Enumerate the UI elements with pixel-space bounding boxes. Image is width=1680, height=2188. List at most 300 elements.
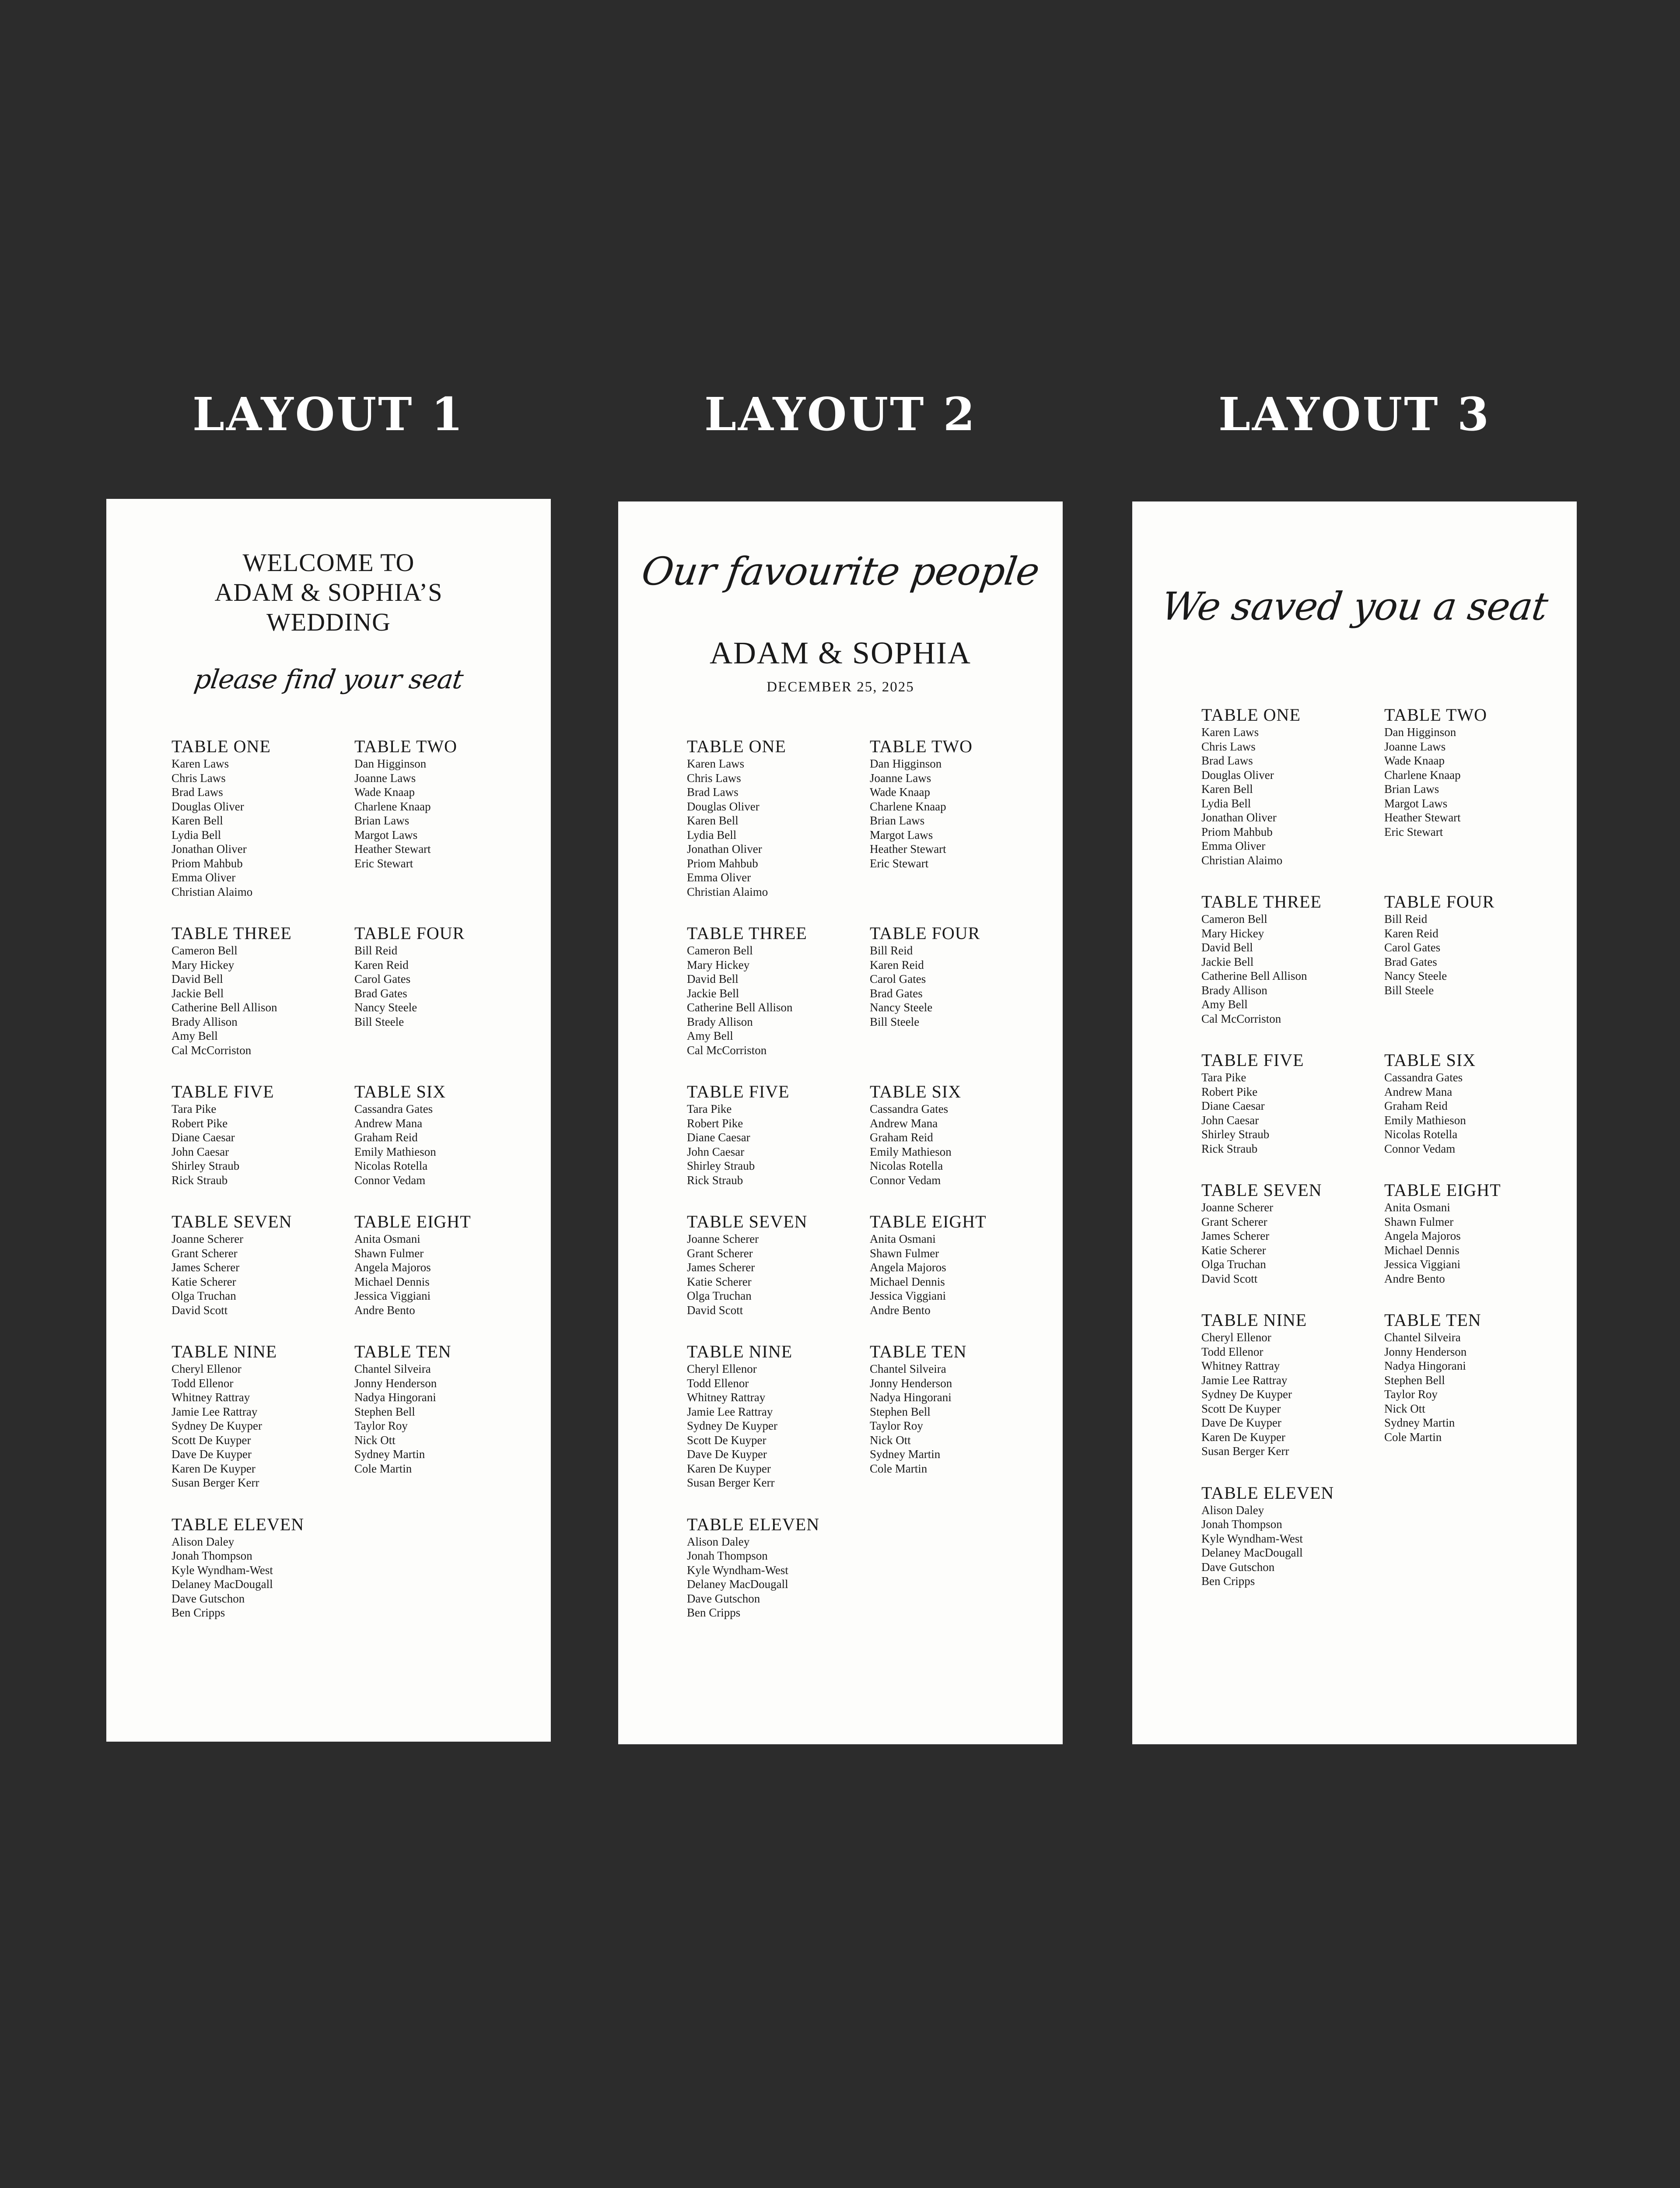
table-title: TABLE SEVEN [1201, 1180, 1322, 1200]
table-block [870, 736, 1053, 899]
guest-name: Lydia Bell [172, 828, 221, 842]
guest-name: Joanne Laws [870, 771, 931, 785]
guest-name: John Caesar [1201, 1113, 1259, 1127]
guest-name: Christian Alaimo [687, 885, 768, 898]
guest-name: Robert Pike [1201, 1085, 1258, 1098]
guest-name: Cole Martin [870, 1462, 928, 1475]
guest-list [172, 757, 354, 899]
table-title: TABLE ONE [172, 736, 271, 756]
guest-name: Connor Vedam [870, 1173, 941, 1187]
table-block [870, 1212, 1053, 1317]
guest-name: Andre Bento [1384, 1272, 1445, 1285]
couple-names: ADAM & SOPHIA [709, 635, 972, 670]
guest-name: Chris Laws [687, 771, 741, 785]
guest-name: Dave De Kuyper [687, 1448, 767, 1461]
guest-name: Kyle Wyndham-West [172, 1563, 273, 1577]
guest-name: Karen Bell [172, 814, 223, 827]
guest-name: Diane Caesar [172, 1131, 235, 1144]
guest-name: Jamie Lee Rattray [687, 1405, 773, 1418]
guest-name: Nicolas Rotella [870, 1159, 943, 1172]
table-block [1384, 705, 1567, 867]
guest-name: Katie Scherer [687, 1275, 752, 1288]
guest-name: Nancy Steele [870, 1001, 933, 1014]
guest-name: Tara Pike [172, 1102, 217, 1115]
guest-name: Brad Laws [1201, 754, 1253, 767]
guest-name: Cheryl Ellenor [687, 1362, 757, 1375]
guest-name: Robert Pike [687, 1116, 743, 1130]
guest-name: Michael Dennis [1384, 1243, 1460, 1257]
guest-list [354, 1232, 537, 1317]
guest-name: Mary Hickey [1201, 926, 1264, 940]
guest-name: Emily Mathieson [354, 1145, 436, 1158]
guest-name: Mary Hickey [172, 958, 234, 971]
guest-name: Chantel Silveira [870, 1362, 946, 1375]
table-title: TABLE ELEVEN [687, 1514, 820, 1534]
guest-name: Jamie Lee Rattray [172, 1405, 258, 1418]
guest-name: Angela Majoros [870, 1261, 946, 1274]
guest-list [870, 1232, 1053, 1317]
welcome-line-1: WELCOME TO [242, 548, 415, 577]
table-title: TABLE SIX [354, 1082, 446, 1101]
table-title: TABLE FOUR [1384, 892, 1495, 912]
table-block [870, 1342, 1053, 1490]
guest-name: Anita Osmani [354, 1232, 420, 1245]
guest-name: Charlene Knaap [870, 799, 946, 813]
guest-name: Emma Oliver [1201, 839, 1266, 852]
guest-name: Sydney De Kuyper [687, 1419, 777, 1432]
guest-name: Jonah Thompson [1201, 1518, 1282, 1531]
guest-name: Andrew Mana [870, 1116, 938, 1130]
guest-name: Karen Reid [870, 958, 924, 971]
table-block [687, 1082, 870, 1187]
table-title: TABLE ONE [1201, 705, 1301, 725]
table-grid [687, 736, 1053, 1620]
table-block [1384, 1050, 1567, 1156]
guest-list [1201, 725, 1384, 867]
guest-list [1201, 1503, 1384, 1588]
guest-name: Heather Stewart [870, 842, 946, 856]
guest-list [687, 1232, 870, 1317]
guest-name: Amy Bell [1201, 998, 1248, 1011]
table-block [172, 736, 354, 899]
guest-list [870, 943, 1053, 1029]
guest-name: Dave De Kuyper [1201, 1416, 1281, 1429]
guest-name: Chris Laws [172, 771, 226, 785]
guest-name: Andre Bento [354, 1303, 415, 1317]
guest-name: Rick Straub [172, 1173, 228, 1187]
table-block [687, 1212, 870, 1317]
table-title: TABLE EIGHT [354, 1212, 471, 1231]
guest-name: Wade Knaap [870, 785, 931, 799]
guest-name: Catherine Bell Allison [687, 1001, 793, 1014]
guest-name: Nick Ott [870, 1433, 911, 1447]
guest-name: Stephen Bell [870, 1405, 931, 1418]
guest-name: Joanne Laws [354, 771, 416, 785]
guest-name: Emma Oliver [172, 871, 236, 884]
guest-name: Cal McCorriston [687, 1043, 767, 1057]
guest-name: Katie Scherer [1201, 1243, 1266, 1257]
table-block [172, 1342, 354, 1490]
guest-name: Douglas Oliver [1201, 768, 1274, 782]
guest-list [172, 1535, 354, 1620]
guest-name: Todd Ellenor [687, 1376, 749, 1390]
guest-name: Dan Higginson [870, 757, 942, 770]
guest-name: Amy Bell [687, 1029, 733, 1042]
guest-name: Heather Stewart [354, 842, 431, 856]
guest-name: Connor Vedam [354, 1173, 426, 1187]
guest-name: Priom Mahbub [172, 856, 243, 870]
guest-name: Ben Cripps [687, 1606, 741, 1619]
guest-list [1201, 1070, 1384, 1156]
table-title: TABLE SIX [870, 1082, 962, 1101]
guest-name: Jamie Lee Rattray [1201, 1373, 1288, 1387]
guest-name: Karen Laws [687, 757, 745, 770]
table-block [1201, 892, 1384, 1026]
guest-name: Delaney MacDougall [172, 1578, 273, 1591]
welcome-line-2: ADAM & SOPHIA’S [214, 578, 443, 607]
guest-name: Nadya Hingorani [354, 1391, 436, 1404]
guest-name: Jessica Viggiani [354, 1289, 431, 1302]
guest-name: Jonah Thompson [172, 1549, 252, 1562]
table-title: TABLE SEVEN [687, 1212, 808, 1231]
guest-list [1384, 1330, 1567, 1444]
wedding-date: DECEMBER 25, 2025 [766, 679, 914, 695]
guest-name: Anita Osmani [870, 1232, 936, 1245]
guest-name: Eric Stewart [870, 856, 929, 870]
guest-name: Brad Laws [172, 785, 223, 799]
guest-name: Carol Gates [1384, 941, 1441, 954]
guest-name: Brady Allison [1201, 983, 1267, 997]
guest-name: Katie Scherer [172, 1275, 236, 1288]
guest-name: Cole Martin [354, 1462, 412, 1475]
guest-name: Brady Allison [172, 1015, 238, 1028]
guest-name: Michael Dennis [354, 1275, 430, 1288]
table-title: TABLE SIX [1384, 1050, 1476, 1070]
table-title: TABLE EIGHT [870, 1212, 987, 1231]
guest-name: Diane Caesar [687, 1131, 750, 1144]
seating-chart-layout-3 [1132, 501, 1577, 1744]
table-block [354, 923, 537, 1057]
guest-name: Susan Berger Kerr [172, 1476, 259, 1489]
table-title: TABLE TEN [354, 1342, 452, 1361]
guest-name: Cameron Bell [687, 944, 753, 957]
guest-name: Cheryl Ellenor [172, 1362, 242, 1375]
guest-name: Whitney Rattray [687, 1391, 766, 1404]
guest-name: Kyle Wyndham-West [687, 1563, 788, 1577]
guest-list [172, 943, 354, 1057]
table-block [870, 923, 1053, 1057]
guest-name: Brian Laws [1384, 782, 1439, 796]
guest-list [1384, 725, 1567, 839]
guest-name: Angela Majoros [354, 1261, 431, 1274]
guest-name: Susan Berger Kerr [1201, 1445, 1289, 1458]
guest-list [1201, 912, 1384, 1026]
guest-list [870, 1102, 1053, 1187]
guest-name: Andrew Mana [354, 1116, 423, 1130]
guest-name: John Caesar [172, 1145, 229, 1158]
table-title: TABLE EIGHT [1384, 1180, 1501, 1200]
guest-name: Tara Pike [687, 1102, 732, 1115]
guest-list [172, 1102, 354, 1187]
table-title: TABLE FIVE [172, 1082, 274, 1101]
guest-name: John Caesar [687, 1145, 745, 1158]
table-block [354, 1342, 537, 1490]
guest-name: Scott De Kuyper [172, 1433, 251, 1447]
guest-name: Graham Reid [870, 1131, 933, 1144]
guest-name: Karen Bell [1201, 782, 1253, 796]
guest-name: Andre Bento [870, 1303, 931, 1317]
guest-name: Delaney MacDougall [1201, 1546, 1303, 1559]
guest-name: Cole Martin [1384, 1430, 1442, 1444]
guest-name: Bill Steele [354, 1015, 404, 1028]
guest-name: Bill Steele [870, 1015, 920, 1028]
guest-name: David Bell [1201, 941, 1253, 954]
guest-name: Jonah Thompson [687, 1549, 768, 1562]
guest-name: Margot Laws [1384, 796, 1448, 810]
guest-name: Scott De Kuyper [687, 1433, 766, 1447]
guest-name: Jonny Henderson [354, 1376, 437, 1390]
table-title: TABLE TWO [870, 736, 973, 756]
script-subtitle: please find your seat [192, 664, 465, 695]
table-block [1201, 705, 1384, 867]
guest-name: Bill Steele [1384, 983, 1434, 997]
guest-name: Joanne Scherer [687, 1232, 759, 1245]
table-title: TABLE NINE [1201, 1310, 1307, 1330]
table-title: TABLE THREE [172, 923, 292, 943]
table-block [687, 1342, 870, 1490]
table-grid [1201, 705, 1567, 1588]
guest-name: Brad Gates [354, 986, 407, 1000]
guest-name: Dan Higginson [354, 757, 427, 770]
guest-list [1201, 1330, 1384, 1459]
guest-name: Karen Reid [1384, 926, 1438, 940]
guest-name: Karen De Kuyper [687, 1462, 771, 1475]
table-block [1201, 1180, 1384, 1286]
guest-name: Taylor Roy [870, 1419, 923, 1432]
table-title: TABLE FOUR [354, 923, 465, 943]
guest-name: Christian Alaimo [172, 885, 253, 898]
guest-name: Jonny Henderson [1384, 1345, 1467, 1358]
guest-name: Karen De Kuyper [1201, 1430, 1285, 1444]
table-title: TABLE SEVEN [172, 1212, 292, 1231]
guest-name: Sydney Martin [870, 1448, 941, 1461]
guest-list [1384, 1070, 1567, 1156]
table-title: TABLE THREE [1201, 892, 1322, 912]
guest-name: Olga Truchan [1201, 1258, 1266, 1271]
guest-name: Emily Mathieson [1384, 1113, 1466, 1127]
guest-name: Graham Reid [354, 1131, 418, 1144]
guest-name: Cassandra Gates [870, 1102, 948, 1115]
table-title: TABLE ELEVEN [1201, 1483, 1334, 1503]
guest-name: Chris Laws [1201, 740, 1256, 753]
guest-name: Grant Scherer [172, 1246, 238, 1260]
guest-name: Karen De Kuyper [172, 1462, 256, 1475]
guest-name: Shirley Straub [1201, 1128, 1270, 1141]
guest-name: Brad Laws [687, 785, 738, 799]
guest-name: Cassandra Gates [354, 1102, 433, 1115]
guest-name: Priom Mahbub [687, 856, 758, 870]
guest-name: David Bell [687, 972, 738, 985]
guest-name: Sydney Martin [1384, 1416, 1455, 1429]
table-block [354, 736, 537, 899]
script-title: Our favourite people [639, 549, 1042, 594]
guest-name: Lydia Bell [687, 828, 737, 842]
guest-name: Robert Pike [172, 1116, 228, 1130]
guest-name: Angela Majoros [1384, 1229, 1461, 1242]
guest-name: Carol Gates [354, 972, 411, 985]
guest-name: Anita Osmani [1384, 1201, 1450, 1214]
layout-2-heading: LAYOUT 2 [704, 387, 977, 441]
guest-name: Joanne Scherer [172, 1232, 244, 1245]
table-block [172, 1082, 354, 1187]
guest-name: Dave Gutschon [1201, 1560, 1275, 1574]
welcome-heading [106, 548, 551, 637]
guest-list [354, 943, 537, 1029]
layout-1-heading: LAYOUT 1 [192, 387, 465, 441]
guest-name: Olga Truchan [172, 1289, 236, 1302]
guest-list [354, 757, 537, 870]
guest-name: Jackie Bell [172, 986, 224, 1000]
guest-name: Jackie Bell [687, 986, 739, 1000]
guest-name: Stephen Bell [1384, 1373, 1445, 1387]
guest-name: Shawn Fulmer [1384, 1215, 1454, 1228]
guest-name: Sydney De Kuyper [172, 1419, 262, 1432]
guest-list [687, 943, 870, 1057]
table-block [1384, 892, 1567, 1026]
guest-name: Tara Pike [1201, 1071, 1246, 1084]
guest-name: Joanne Scherer [1201, 1201, 1274, 1214]
guest-name: Shawn Fulmer [870, 1246, 939, 1260]
guest-name: Bill Reid [1384, 912, 1428, 926]
guest-name: Shirley Straub [172, 1159, 240, 1172]
guest-name: Dan Higginson [1384, 726, 1456, 739]
guest-name: Cameron Bell [172, 944, 238, 957]
guest-name: Andrew Mana [1384, 1085, 1452, 1098]
table-title: TABLE TWO [1384, 705, 1488, 725]
guest-list [870, 757, 1053, 870]
table-block [687, 923, 870, 1057]
guest-list [870, 1362, 1053, 1476]
guest-name: Nancy Steele [1384, 969, 1447, 982]
guest-name: James Scherer [172, 1261, 240, 1274]
guest-name: Cameron Bell [1201, 912, 1267, 926]
guest-name: Margot Laws [354, 828, 418, 842]
guest-list [687, 1535, 870, 1620]
guest-name: Emma Oliver [687, 871, 751, 884]
guest-name: Bill Reid [870, 944, 913, 957]
guest-name: Charlene Knaap [1384, 768, 1461, 782]
guest-name: Graham Reid [1384, 1099, 1448, 1112]
guest-name: Amy Bell [172, 1029, 218, 1042]
guest-name: Ben Cripps [172, 1606, 225, 1619]
table-title: TABLE NINE [687, 1342, 793, 1361]
seating-chart-layout-1 [106, 499, 551, 1742]
guest-name: Lydia Bell [1201, 796, 1251, 810]
guest-name: Dave Gutschon [687, 1592, 760, 1605]
guest-name: Alison Daley [172, 1535, 234, 1548]
table-block [1201, 1050, 1384, 1156]
guest-name: Ben Cripps [1201, 1574, 1255, 1588]
guest-name: Bill Reid [354, 944, 398, 957]
guest-list [687, 757, 870, 899]
guest-name: Jonathan Oliver [172, 842, 247, 856]
guest-name: Stephen Bell [354, 1405, 415, 1418]
guest-list [172, 1232, 354, 1317]
guest-name: Shirley Straub [687, 1159, 755, 1172]
guest-name: Scott De Kuyper [1201, 1402, 1281, 1415]
guest-name: Charlene Knaap [354, 799, 431, 813]
guest-name: Wade Knaap [1384, 754, 1445, 767]
guest-list [1384, 912, 1567, 997]
table-block [1201, 1310, 1384, 1459]
script-title: We saved you a seat [1158, 584, 1550, 629]
table-title: TABLE THREE [687, 923, 807, 943]
table-title: TABLE FIVE [687, 1082, 790, 1101]
guest-name: Douglas Oliver [687, 799, 760, 813]
guest-name: Grant Scherer [687, 1246, 753, 1260]
guest-name: Cassandra Gates [1384, 1071, 1463, 1084]
guest-name: David Scott [1201, 1272, 1258, 1285]
guest-name: Rick Straub [1201, 1142, 1258, 1155]
guest-name: Jonathan Oliver [1201, 811, 1277, 824]
guest-name: Cal McCorriston [1201, 1012, 1281, 1025]
guest-name: Sydney De Kuyper [1201, 1388, 1292, 1401]
guest-name: David Scott [687, 1303, 743, 1317]
guest-name: Emily Mathieson [870, 1145, 952, 1158]
guest-name: Jessica Viggiani [870, 1289, 946, 1302]
guest-name: Jonny Henderson [870, 1376, 952, 1390]
table-grid [172, 736, 537, 1620]
guest-name: Taylor Roy [354, 1419, 408, 1432]
guest-name: Nick Ott [354, 1433, 396, 1447]
guest-name: Karen Laws [1201, 726, 1259, 739]
guest-name: Wade Knaap [354, 785, 415, 799]
guest-name: Nancy Steele [354, 1001, 417, 1014]
guest-name: David Scott [172, 1303, 228, 1317]
guest-name: Olga Truchan [687, 1289, 752, 1302]
table-title: TABLE TEN [870, 1342, 967, 1361]
guest-name: Eric Stewart [1384, 825, 1443, 838]
guest-name: Catherine Bell Allison [1201, 969, 1307, 982]
guest-name: Jonathan Oliver [687, 842, 762, 856]
table-title: TABLE FOUR [870, 923, 980, 943]
guest-name: James Scherer [1201, 1229, 1270, 1242]
guest-name: Chantel Silveira [354, 1362, 431, 1375]
table-block [687, 736, 870, 899]
guest-list [687, 1102, 870, 1187]
guest-name: Alison Daley [687, 1535, 750, 1548]
guest-name: Brad Gates [870, 986, 923, 1000]
guest-list [1201, 1200, 1384, 1286]
guest-name: Dave De Kuyper [172, 1448, 252, 1461]
guest-name: Connor Vedam [1384, 1142, 1456, 1155]
guest-list [687, 1362, 870, 1490]
guest-name: Shawn Fulmer [354, 1246, 424, 1260]
guest-name: Susan Berger Kerr [687, 1476, 775, 1489]
guest-name: Brian Laws [870, 814, 925, 827]
guest-name: Todd Ellenor [172, 1376, 234, 1390]
guest-list [354, 1362, 537, 1476]
guest-name: Douglas Oliver [172, 799, 244, 813]
guest-name: Kyle Wyndham-West [1201, 1532, 1303, 1545]
guest-name: Delaney MacDougall [687, 1578, 788, 1591]
guest-name: Cal McCorriston [172, 1043, 252, 1057]
table-block [172, 1212, 354, 1317]
guest-name: Cheryl Ellenor [1201, 1331, 1271, 1344]
table-block [687, 1515, 870, 1620]
table-block [354, 1212, 537, 1317]
guest-name: Karen Laws [172, 757, 229, 770]
